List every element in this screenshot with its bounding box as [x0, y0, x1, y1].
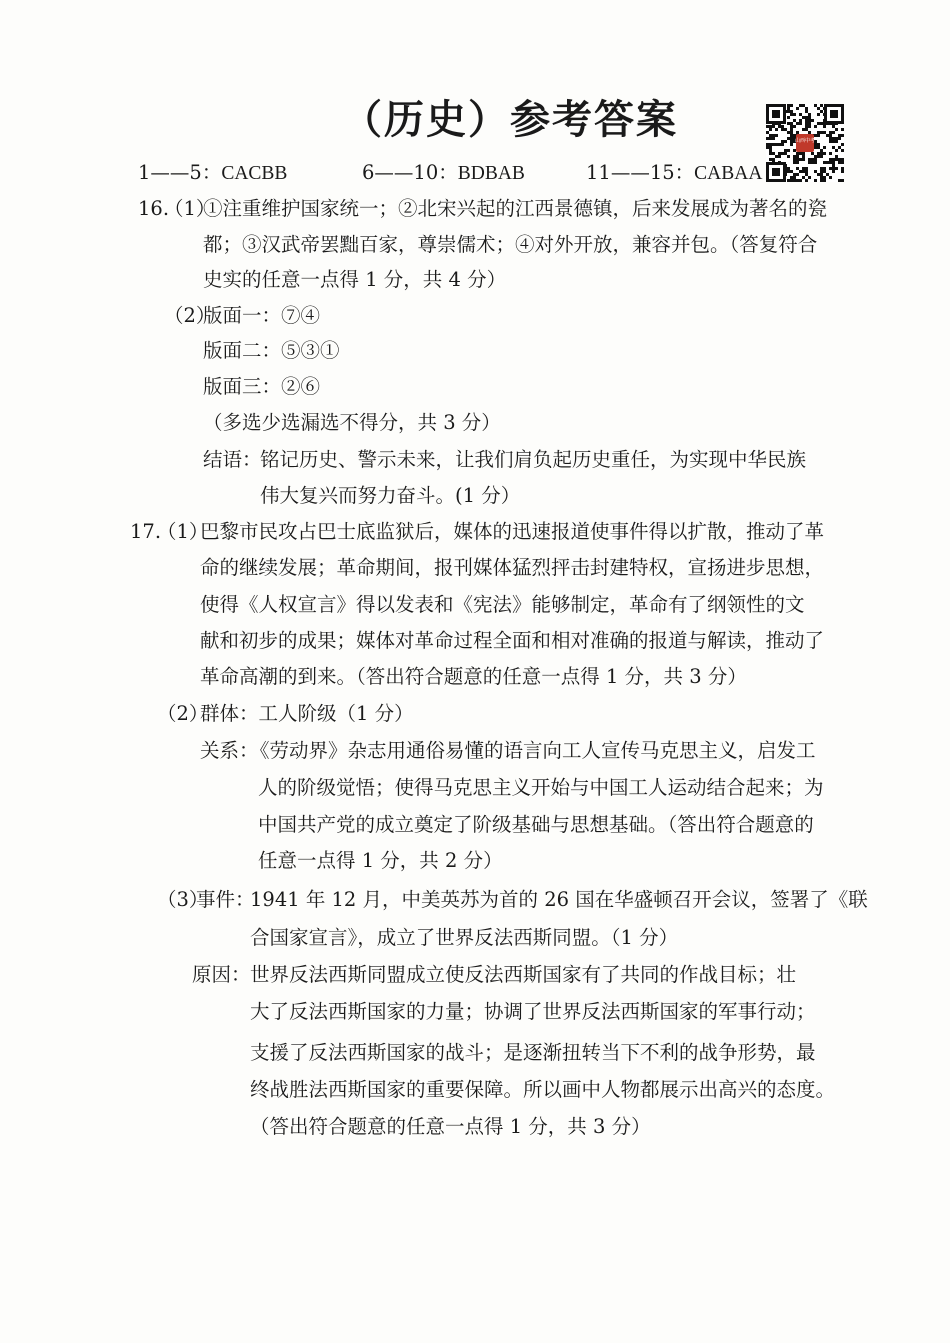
q16-part1-line: 史实的任意一点得 1 分，共 4 分） [203, 268, 507, 291]
q17-reason-line: 支援了反法西斯国家的战斗；是逐渐扭转当下不利的战争形势，最 [250, 1041, 816, 1064]
q17-reason-line: 终战胜法西斯国家的重要保障。所以画中人物都展示出高兴的态度。 [250, 1078, 836, 1101]
q16-conclusion-line: 铭记历史、警示未来，让我们肩负起历史重任，为实现中华民族 [260, 448, 807, 471]
mc-answers: BDBAB [457, 163, 525, 184]
mc-answers: CACBB [221, 163, 288, 184]
q17-reason-line: （答出符合题意的任意一点得 1 分，共 3 分） [250, 1115, 651, 1138]
qr-code-icon [766, 104, 844, 182]
q17-relation-line: 人的阶级觉悟；使得马克思主义开始与中国工人运动结合起来；为 [258, 776, 824, 799]
question-16-number: 16. [138, 197, 170, 220]
page-title: （历史）参考答案 [342, 97, 678, 143]
q16-layout-1: 版面一：⑦④ [203, 304, 321, 327]
q17-part1-line: 革命高潮的到来。（答出符合题意的任意一点得 1 分，共 3 分） [200, 665, 747, 688]
q17-event-line: 1941 年 12 月，中美英苏为首的 26 国在华盛顿召开会议，签署了《联 [250, 888, 868, 911]
qr-badge-text: 山西中考 [794, 138, 816, 144]
mc-range: 1——5： [138, 161, 222, 184]
mc-answers: CABAA [694, 163, 763, 184]
q16-layout-note: （多选少选漏选不得分，共 3 分） [203, 411, 501, 434]
q17-part1-line: 巴黎市民攻占巴士底监狱后，媒体的迅速报道使事件得以扩散，推动了革 [200, 520, 825, 543]
q16-part1-line: ①注重维护国家统一；②北宋兴起的江西景德镇，后来发展成为著名的瓷 [203, 197, 828, 220]
q16-layout-2: 版面二：⑤③① [203, 339, 340, 362]
q17-relation-label: 关系： [200, 739, 259, 762]
q16-layout-3: 版面三：②⑥ [203, 375, 321, 398]
q16-conclusion-label: 结语： [203, 448, 262, 471]
q16-conclusion-line: 伟大复兴而努力奋斗。(1 分） [260, 484, 521, 507]
q17-reason-line: 大了反法西斯国家的力量；协调了世界反法西斯国家的军事行动； [250, 1000, 816, 1023]
q17-relation-line: 中国共产党的成立奠定了阶级基础与思想基础。（答出符合题意的 [258, 813, 814, 836]
q17-part1-line: 命的继续发展；革命期间，报刊媒体猛烈抨击封建特权，宣扬进步思想， [200, 556, 825, 579]
multiple-choice-row [586, 161, 762, 186]
multiple-choice-row [138, 161, 287, 186]
q16-part2-label: （2） [164, 304, 216, 327]
question-17-number: 17. [130, 520, 162, 543]
q16-part1-label: （1） [164, 197, 216, 220]
q17-part1-label: （1） [157, 520, 209, 543]
q17-relation-line: 任意一点得 1 分，共 2 分） [258, 849, 503, 872]
mc-range: 11——15： [586, 161, 695, 184]
q17-relation-line: 《劳动界》杂志用通俗易懂的语言向工人宣传马克思主义，启发工 [250, 739, 816, 762]
q17-part2-label: （2） [157, 702, 209, 725]
q17-part1-line: 献和初步的成果；媒体对革命过程全面和相对准确的报道与解读，推动了 [200, 629, 825, 652]
q17-event-label: 事件： [196, 888, 255, 911]
mc-range: 6——10： [362, 161, 458, 184]
q17-reason-label: 原因： [192, 963, 251, 986]
q17-part1-line: 使得《人权宣言》得以发表和《宪法》能够制定，革命有了纲领性的文 [200, 593, 805, 616]
multiple-choice-row [362, 161, 525, 186]
q17-event-line: 合国家宣言》，成立了世界反法西斯同盟。（1 分） [250, 926, 679, 949]
q17-part3-label: （3） [157, 888, 209, 911]
q16-part1-line: 都；③汉武帝罢黜百家，尊崇儒术；④对外开放，兼容并包。（答复符合 [203, 233, 818, 256]
q17-reason-line: 世界反法西斯同盟成立使反法西斯国家有了共同的作战目标；壮 [250, 963, 797, 986]
q17-group: 群体：工人阶级（1 分） [200, 702, 414, 725]
